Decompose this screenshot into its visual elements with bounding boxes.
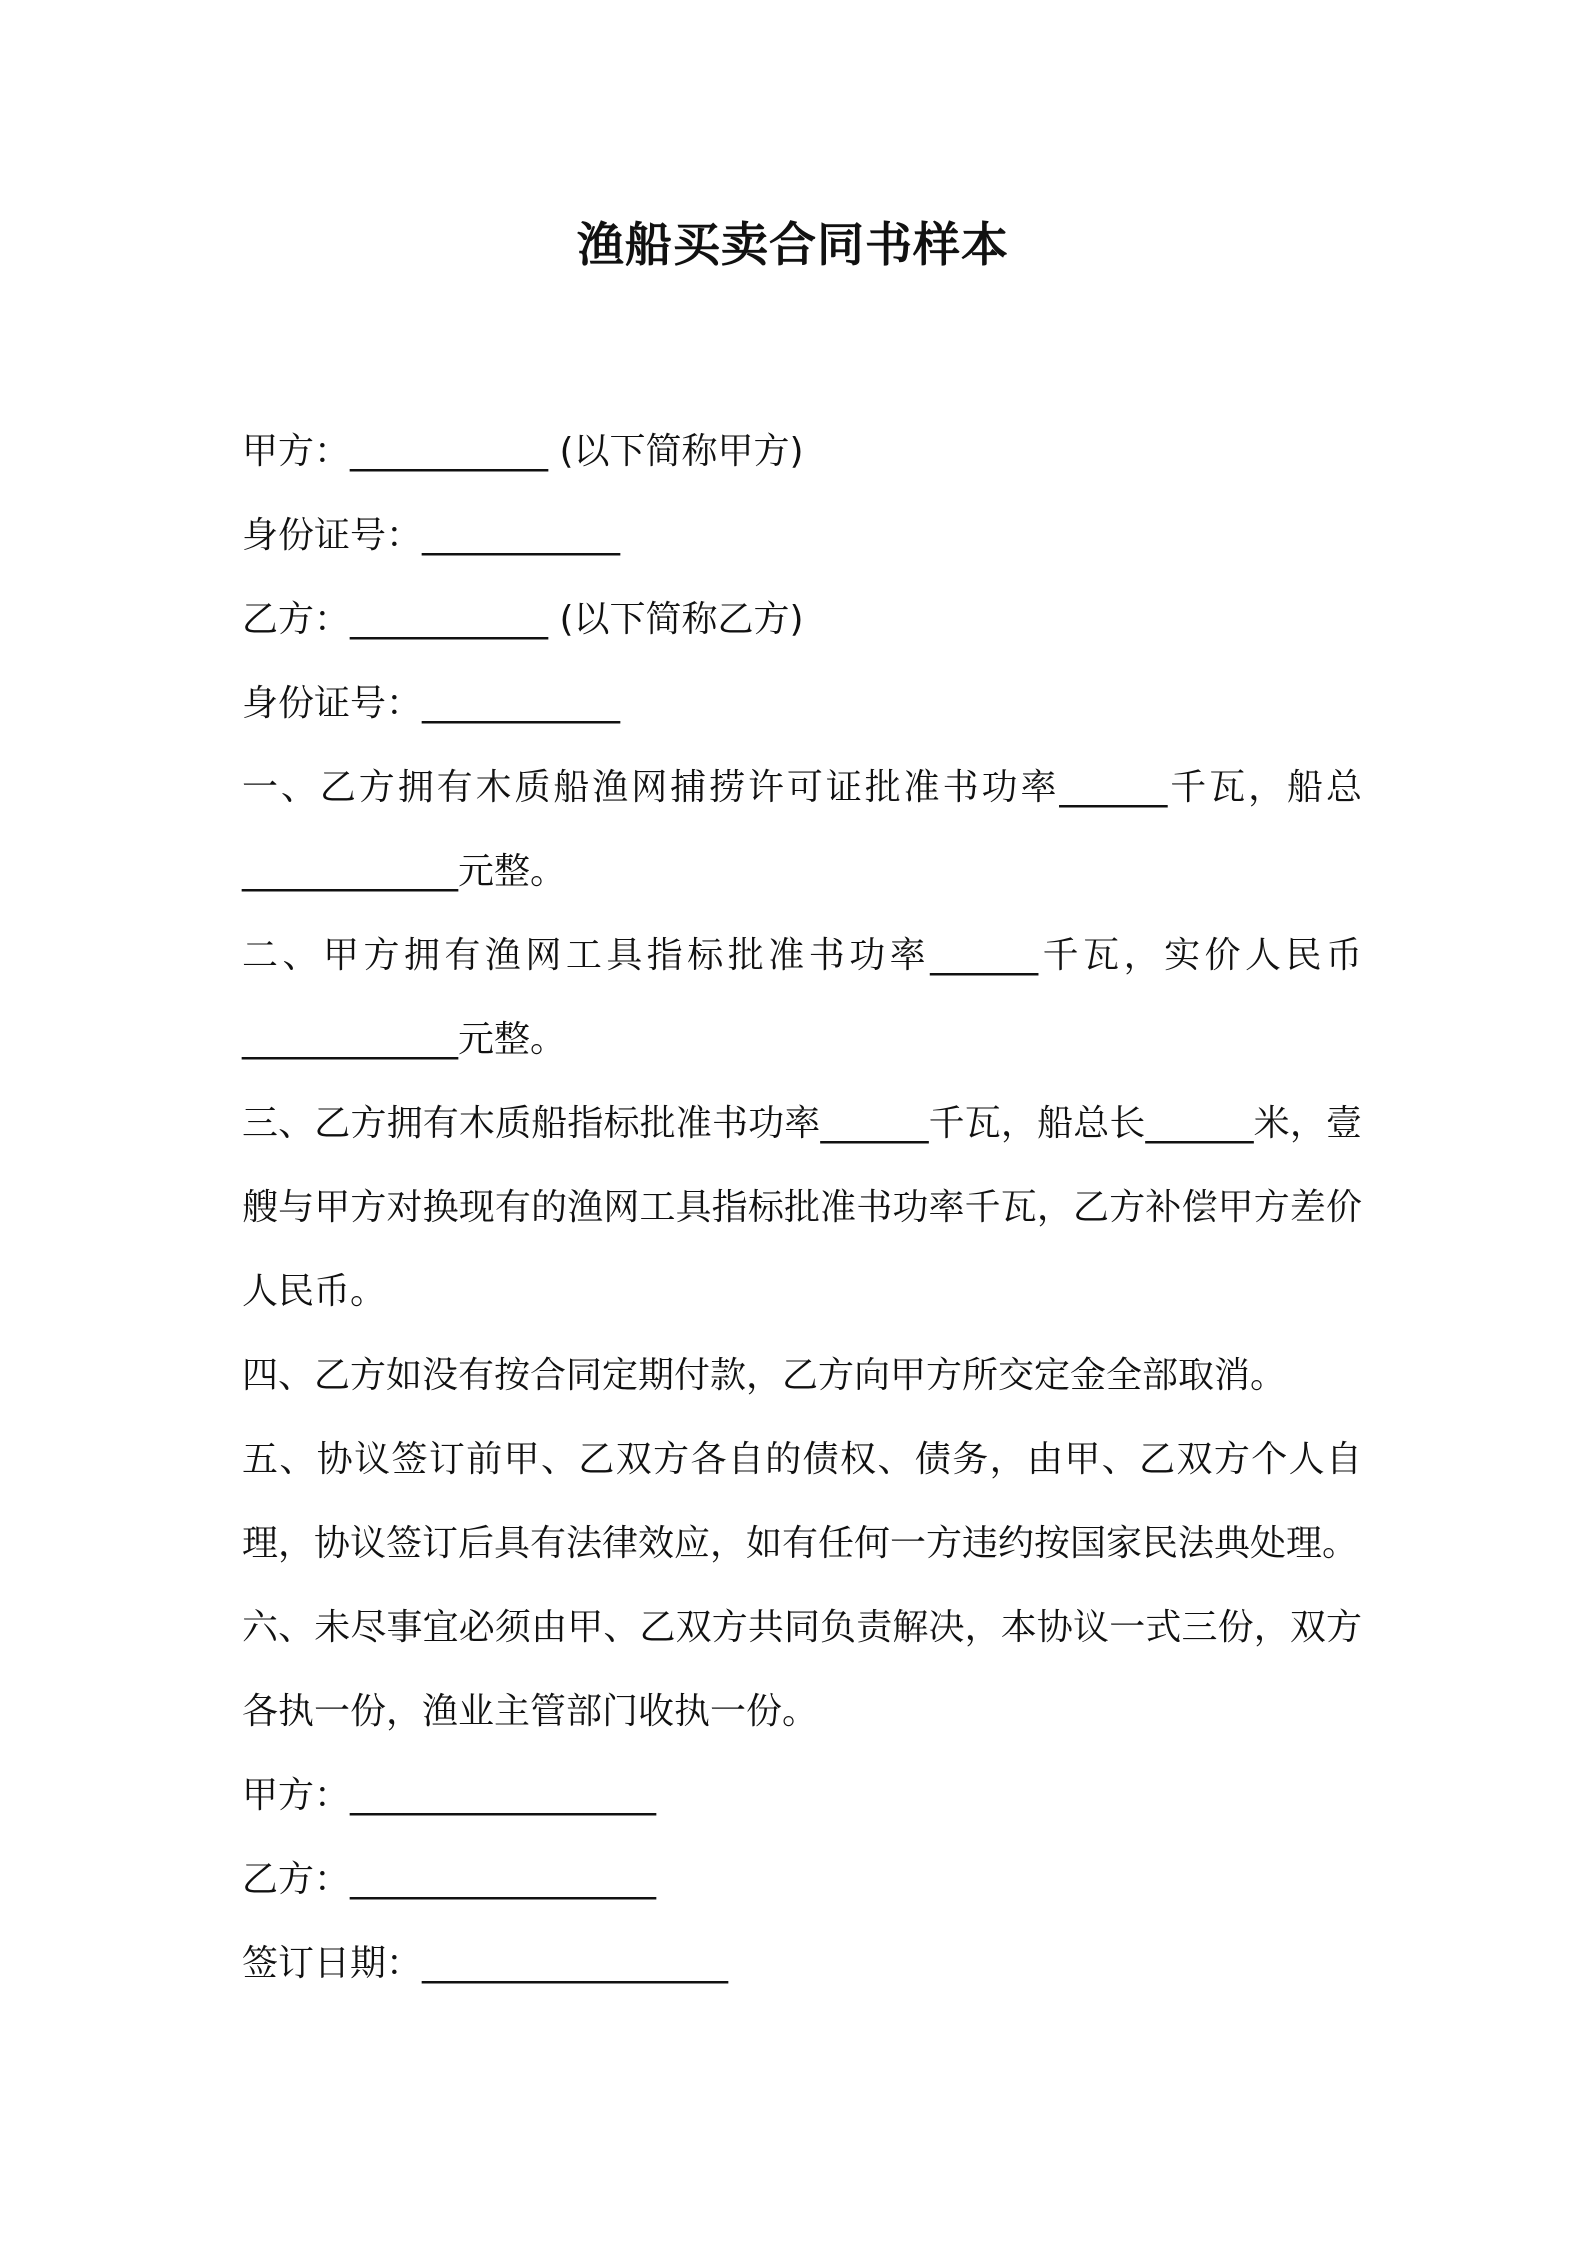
clause-6: 六、未尽事宜必须由甲、乙双方共同负责解决，本协议一式三份，双方各执一份，渔业主管部门收执一份。 xyxy=(242,1607,1362,1732)
party-a-id-line: 身份证号：___________ xyxy=(242,515,621,556)
signing-date: 签订日期：_________________ xyxy=(242,1943,729,1984)
signature-party-a: 甲方：_________________ xyxy=(242,1775,657,1816)
signature-party-b: 乙方：_________________ xyxy=(242,1859,657,1900)
party-b-line: 乙方：___________ (以下简称乙方) xyxy=(242,599,804,640)
clause-2: 二、甲方拥有渔网工具指标批准书功率______千瓦，实价人民币____________元整。 xyxy=(242,935,1362,1060)
document-title: 渔船买卖合同书样本 xyxy=(577,218,1009,273)
clause-5: 五、协议签订前甲、乙双方各自的债权、债务，由甲、乙双方个人自理，协议签订后具有法律效应，如有任何一方违约按国家民法典处理。 xyxy=(242,1439,1362,1564)
clause-3: 三、乙方拥有木质船指标批准书功率______千瓦，船总长______米，壹艘与甲方对换现有的渔网工具指标批准书功率千瓦，乙方补偿甲方差价 人民币。 xyxy=(242,1103,1362,1312)
clause-4: 四、乙方如没有按合同定期付款，乙方向甲方所交定金全部取消。 xyxy=(242,1355,1287,1396)
clause-1: 一、乙方拥有木质船渔网捕捞许可证批准书功率______千瓦，船总____________元整。 xyxy=(242,767,1362,892)
document-body xyxy=(242,410,1362,2006)
party-b-id-line: 身份证号：___________ xyxy=(242,683,621,724)
party-a-line: 甲方：___________ (以下简称甲方) xyxy=(242,431,804,472)
